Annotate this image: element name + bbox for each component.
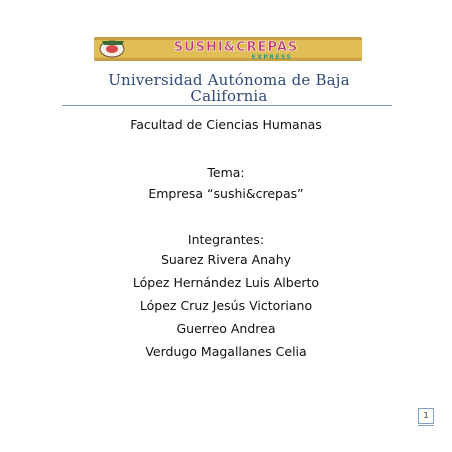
university-line-1: Universidad Autónoma de Baja	[108, 71, 350, 89]
logo-text: SUSHI&CREPAS	[173, 40, 299, 55]
logo-subtext: EXPRESS	[251, 54, 293, 61]
member-name: Verdugo Magallanes Celia	[145, 344, 307, 359]
topic-label: Tema:	[207, 165, 245, 180]
page-number-underline	[418, 425, 434, 426]
logo-graphic	[94, 37, 362, 61]
title-divider	[62, 105, 392, 106]
company-logo	[94, 37, 362, 61]
faculty-name: Facultad de Ciencias Humanas	[130, 117, 322, 132]
member-name: Guerreo Andrea	[176, 321, 276, 336]
topic-value: Empresa “sushi&crepas”	[148, 186, 304, 201]
members-label: Integrantes:	[187, 232, 265, 247]
university-title	[84, 72, 374, 104]
university-line-2: California	[190, 87, 268, 105]
member-name: López Cruz Jesús Victoriano	[139, 298, 313, 313]
page-number: 1	[418, 408, 434, 424]
member-name: López Hernández Luis Alberto	[132, 275, 320, 290]
sushi-icon	[100, 41, 124, 57]
member-name: Suarez Rivera Anahy	[160, 252, 292, 267]
